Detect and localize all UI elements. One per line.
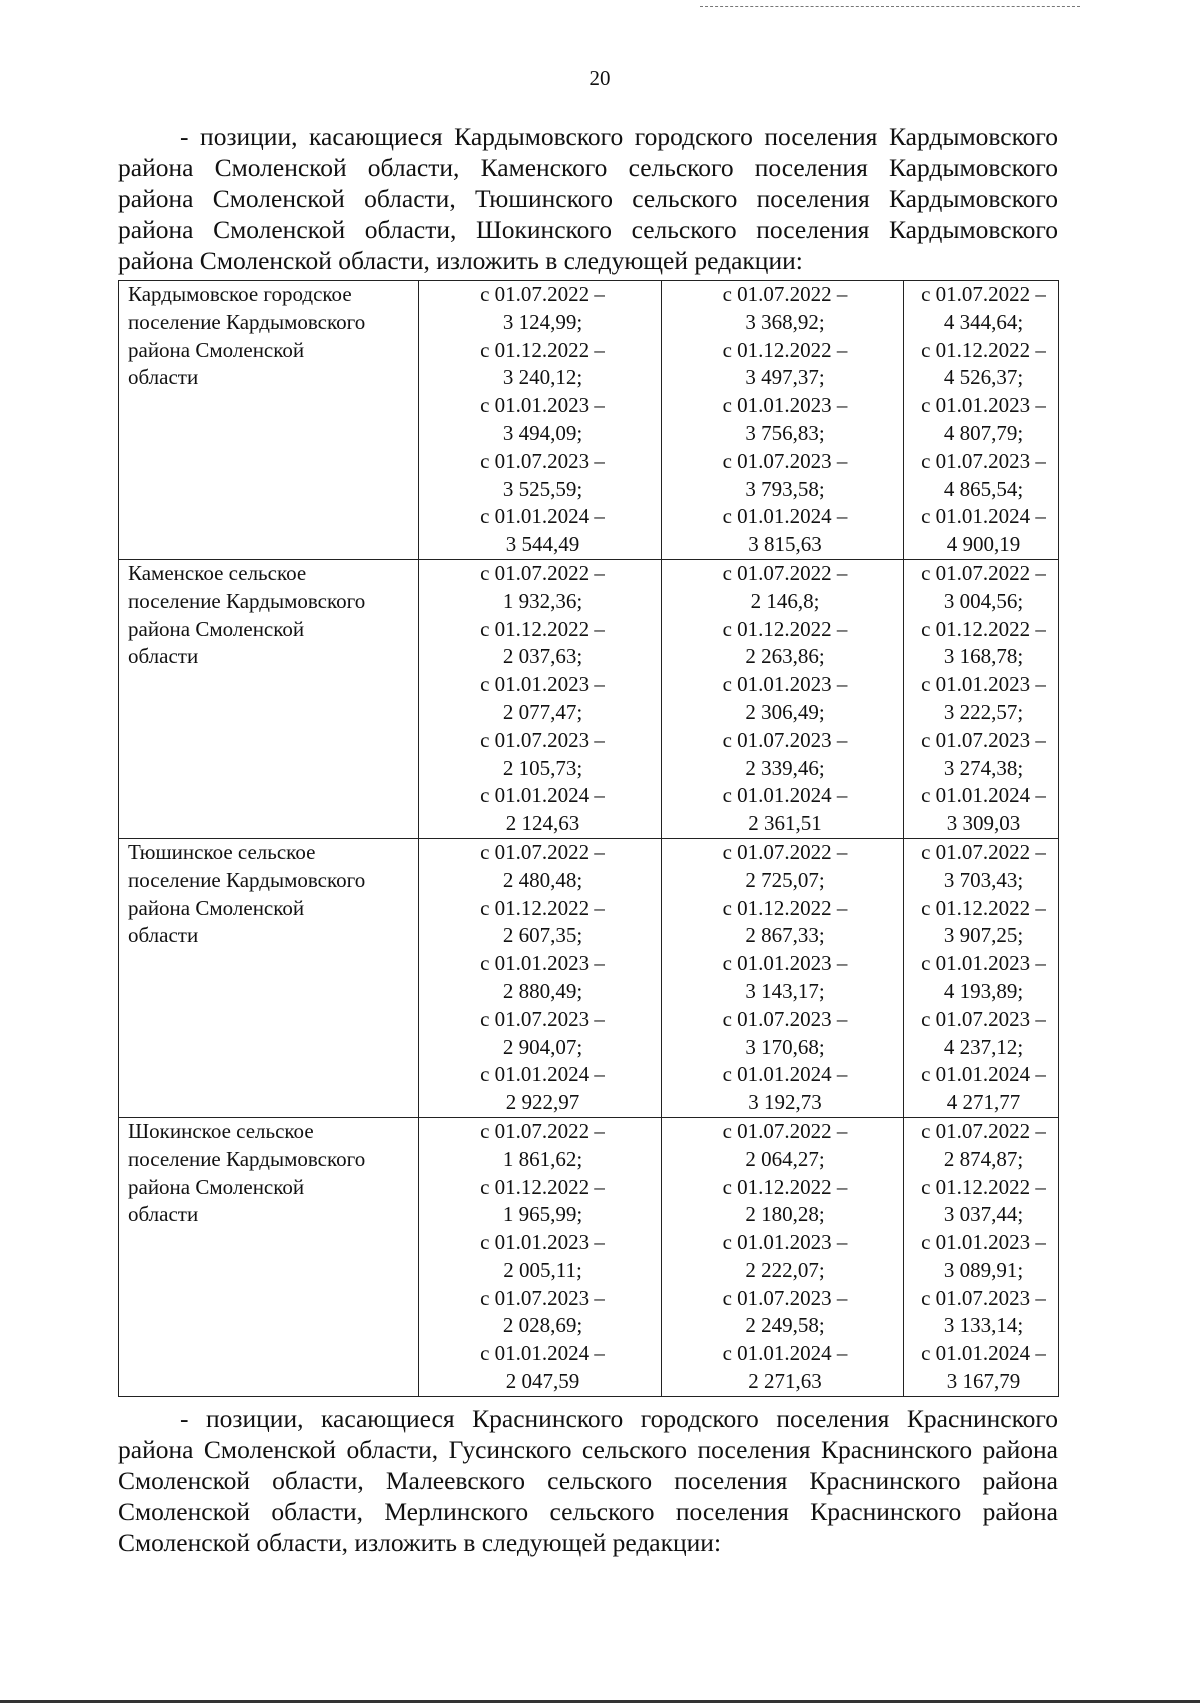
tariff-cell-3 — [904, 1117, 1059, 1396]
tariff-value: 4 807,79; — [943, 420, 1024, 445]
tariff-value: 4 526,37; — [943, 365, 1024, 390]
intro-line: района Смоленской области, Каменского сельского поселения Кардымовского — [118, 153, 1058, 182]
intro-line: района Смоленской области, изложить в следующей редакции: — [118, 246, 803, 275]
tariff-cell-3 — [904, 838, 1059, 1117]
tariff-value: 3 170,68; — [745, 1034, 825, 1059]
tariff-value: 3 793,58; — [745, 476, 825, 501]
tariff-date: с 01.07.2022 – — [921, 839, 1046, 864]
tariff-value: 1 861,62; — [502, 1146, 583, 1171]
tariff-date: с 01.01.2024 – — [722, 1062, 848, 1087]
settlement-name-line: Тюшинское сельское — [128, 839, 316, 864]
tariff-value: 4 344,64; — [943, 309, 1024, 334]
tariff-date: с 01.07.2022 – — [921, 560, 1046, 585]
tariff-date: с 01.01.2024 – — [921, 504, 1046, 529]
tariff-value: 2 725,07; — [745, 867, 825, 892]
tariff-value: 4 237,12; — [943, 1034, 1024, 1059]
tariff-date: с 01.01.2023 – — [480, 951, 605, 976]
tariff-value: 3 525,59; — [502, 476, 583, 501]
tariff-value: 2 064,27; — [745, 1146, 825, 1171]
settlement-name-line: поселение Кардымовского — [128, 588, 366, 613]
tariff-cell-1 — [419, 559, 662, 838]
tariff-date: с 01.01.2024 – — [921, 1341, 1046, 1366]
tariff-date: с 01.01.2024 – — [921, 783, 1046, 808]
tariff-value: 3 494,09; — [502, 420, 583, 445]
tariff-value: 1 932,36; — [502, 588, 583, 613]
tariff-value: 2 867,33; — [745, 923, 825, 948]
tariff-value: 3 815,63 — [748, 532, 822, 557]
tariff-date: с 01.07.2023 – — [722, 727, 848, 752]
tariff-value: 2 361,51 — [748, 811, 822, 836]
tariff-value: 2 339,46; — [745, 755, 825, 780]
table-row — [119, 281, 1059, 560]
tariff-date: с 01.07.2022 – — [921, 282, 1046, 306]
table-row — [119, 1117, 1059, 1396]
tariff-date: с 01.01.2024 – — [722, 1341, 848, 1366]
tariff-date: с 01.07.2023 – — [722, 448, 848, 473]
tariff-date: с 01.07.2022 – — [480, 1118, 605, 1143]
tariff-value: 2 077,47; — [502, 699, 583, 724]
settlement-name-line: области — [128, 923, 199, 948]
table-row — [119, 838, 1059, 1117]
tariff-date: с 01.07.2023 – — [921, 1006, 1046, 1031]
table-row — [119, 559, 1059, 838]
tariff-date: с 01.12.2022 – — [921, 1174, 1046, 1199]
tariff-date: с 01.12.2022 – — [722, 1174, 848, 1199]
tariff-value: 3 089,91; — [943, 1257, 1024, 1282]
tariff-cell-2 — [662, 1117, 904, 1396]
tariff-value: 2 480,48; — [502, 867, 583, 892]
tariff-date: с 01.01.2024 – — [722, 783, 848, 808]
tariff-date: с 01.12.2022 – — [480, 895, 605, 920]
intro-line: района Смоленской области, Шокинского сельского поселения Кардымовского — [118, 215, 1058, 244]
settlement-name-line: области — [128, 365, 199, 390]
tariff-table — [118, 280, 1059, 1397]
tariff-value: 4 865,54; — [943, 476, 1024, 501]
tariff-date: с 01.07.2023 – — [722, 1006, 848, 1031]
tariff-date: с 01.01.2024 – — [480, 504, 605, 529]
tariff-value: 2 880,49; — [502, 978, 583, 1003]
tariff-date: с 01.01.2023 – — [480, 672, 605, 697]
intro-line: - позиции, касающиеся Кардымовского городского поселения Кардымовского — [180, 122, 1058, 151]
settlement-name-line: района Смоленской — [128, 616, 305, 641]
tariff-value: 3 274,38; — [943, 755, 1024, 780]
tariff-date: с 01.01.2023 – — [480, 1230, 605, 1255]
tariff-value: 2 263,86; — [745, 644, 825, 669]
tariff-value: 2 249,58; — [745, 1313, 825, 1338]
tariff-date: с 01.01.2023 – — [921, 1230, 1046, 1255]
tariff-table-body — [119, 281, 1059, 1397]
tariff-date: с 01.12.2022 – — [480, 337, 605, 362]
tariff-value: 3 004,56; — [943, 588, 1024, 613]
tariff-date: с 01.01.2023 – — [921, 672, 1046, 697]
tariff-cell-1 — [419, 1117, 662, 1396]
tariff-date: с 01.07.2022 – — [480, 282, 605, 306]
tariff-date: с 01.01.2024 – — [722, 504, 848, 529]
settlement-name-cell — [119, 281, 419, 560]
tariff-value: 4 900,19 — [946, 532, 1021, 557]
tariff-value: 2 028,69; — [502, 1313, 583, 1338]
tariff-value: 2 904,07; — [502, 1034, 583, 1059]
tariff-value: 3 168,78; — [943, 644, 1024, 669]
settlement-name-line: области — [128, 1202, 199, 1227]
tariff-cell-2 — [662, 559, 904, 838]
tariff-value: 2 922,97 — [505, 1090, 580, 1115]
tariff-date: с 01.01.2023 – — [722, 393, 848, 418]
tariff-value: 3 756,83; — [745, 420, 825, 445]
settlement-name-line: района Смоленской — [128, 337, 305, 362]
tariff-date: с 01.07.2023 – — [722, 1285, 848, 1310]
tariff-date: с 01.07.2022 – — [722, 560, 848, 585]
tariff-value: 2 037,63; — [502, 644, 583, 669]
tariff-value: 3 222,57; — [943, 699, 1024, 724]
tariff-date: с 01.01.2023 – — [722, 951, 848, 976]
tariff-value: 2 180,28; — [745, 1202, 825, 1227]
tariff-date: с 01.12.2022 – — [722, 616, 848, 641]
tariff-date: с 01.07.2023 – — [480, 448, 605, 473]
tariff-date: с 01.07.2023 – — [921, 1285, 1046, 1310]
tariff-value: 2 306,49; — [745, 699, 825, 724]
tariff-value: 2 607,35; — [502, 923, 583, 948]
tariff-value: 3 368,92; — [745, 309, 825, 334]
tariff-date: с 01.07.2023 – — [480, 727, 605, 752]
tariff-value: 3 192,73 — [748, 1090, 822, 1115]
tariff-date: с 01.12.2022 – — [921, 895, 1046, 920]
outro-line: Смоленской области, Мерлинского сельского поселения Краснинского района — [118, 1497, 1058, 1526]
tariff-date: с 01.01.2023 – — [480, 393, 605, 418]
outro-line: Смоленской области, Малеевского сельского поселения Краснинского района — [118, 1466, 1058, 1495]
settlement-name-line: поселение Кардымовского — [128, 309, 366, 334]
tariff-date: с 01.12.2022 – — [921, 337, 1046, 362]
outro-line: района Смоленской области, Гусинского сельского поселения Краснинского района — [118, 1435, 1058, 1464]
tariff-value: 4 193,89; — [943, 978, 1024, 1003]
scan-artifact-marks — [700, 6, 1080, 9]
tariff-cell-1 — [419, 281, 662, 560]
tariff-date: с 01.01.2024 – — [480, 1062, 605, 1087]
tariff-cell-3 — [904, 281, 1059, 560]
tariff-value: 3 544,49 — [505, 532, 580, 557]
tariff-date: с 01.07.2023 – — [921, 727, 1046, 752]
outro-line: Смоленской области, изложить в следующей редакции: — [118, 1528, 722, 1557]
tariff-date: с 01.07.2023 – — [480, 1285, 605, 1310]
tariff-date: с 01.07.2022 – — [722, 282, 848, 306]
tariff-date: с 01.07.2022 – — [722, 839, 848, 864]
tariff-value: 3 497,37; — [745, 365, 825, 390]
settlement-name-cell — [119, 838, 419, 1117]
tariff-date: с 01.01.2023 – — [921, 393, 1046, 418]
tariff-value: 2 271,63 — [748, 1369, 822, 1394]
tariff-value: 3 907,25; — [943, 923, 1024, 948]
tariff-value: 3 167,79 — [946, 1369, 1021, 1394]
tariff-value: 3 143,17; — [745, 978, 825, 1003]
tariff-value: 3 133,14; — [943, 1313, 1024, 1338]
tariff-date: с 01.01.2024 – — [480, 1341, 605, 1366]
tariff-value: 2 222,07; — [745, 1257, 825, 1282]
settlement-name-cell — [119, 1117, 419, 1396]
settlement-name-line: Шокинское сельское — [128, 1118, 314, 1143]
tariff-date: с 01.12.2022 – — [921, 616, 1046, 641]
tariff-date: с 01.07.2022 – — [480, 560, 605, 585]
intro-line: района Смоленской области, Тюшинского сельского поселения Кардымовского — [118, 184, 1058, 213]
outro-paragraph — [118, 1403, 1058, 1558]
tariff-cell-2 — [662, 281, 904, 560]
tariff-cell-1 — [419, 838, 662, 1117]
settlement-name-line: области — [128, 644, 199, 669]
tariff-date: с 01.07.2022 – — [722, 1118, 848, 1143]
tariff-date: с 01.12.2022 – — [722, 895, 848, 920]
tariff-value: 2 005,11; — [503, 1257, 582, 1282]
tariff-value: 3 309,03 — [946, 811, 1021, 836]
page-number: 20 — [589, 66, 611, 90]
tariff-value: 3 037,44; — [943, 1202, 1024, 1227]
tariff-value: 3 240,12; — [502, 365, 583, 390]
settlement-name-line: поселение Кардымовского — [128, 1146, 366, 1171]
tariff-date: с 01.01.2024 – — [480, 783, 605, 808]
settlement-name-cell — [119, 559, 419, 838]
tariff-value: 3 124,99; — [502, 309, 583, 334]
tariff-value: 2 146,8; — [750, 588, 820, 613]
tariff-cell-2 — [662, 838, 904, 1117]
tariff-date: с 01.01.2024 – — [921, 1062, 1046, 1087]
tariff-value: 1 965,99; — [502, 1202, 583, 1227]
intro-paragraph — [118, 121, 1058, 276]
settlement-name-line: района Смоленской — [128, 1174, 305, 1199]
outro-line: - позиции, касающиеся Краснинского городского поселения Краснинского — [180, 1404, 1058, 1433]
tariff-date: с 01.12.2022 – — [480, 1174, 605, 1199]
tariff-date: с 01.12.2022 – — [480, 616, 605, 641]
tariff-date: с 01.07.2022 – — [480, 839, 605, 864]
tariff-value: 2 874,87; — [943, 1146, 1024, 1171]
tariff-value: 2 124,63 — [505, 811, 580, 836]
tariff-date: с 01.07.2023 – — [921, 448, 1046, 473]
tariff-value: 4 271,77 — [946, 1090, 1021, 1115]
page-bottom-rule — [0, 1700, 1200, 1703]
tariff-cell-3 — [904, 559, 1059, 838]
tariff-value: 2 047,59 — [505, 1369, 580, 1394]
settlement-name-line: Каменское сельское — [128, 560, 307, 585]
tariff-date: с 01.01.2023 – — [722, 672, 848, 697]
tariff-date: с 01.01.2023 – — [921, 951, 1046, 976]
tariff-date: с 01.07.2022 – — [921, 1118, 1046, 1143]
settlement-name-line: района Смоленской — [128, 895, 305, 920]
tariff-value: 3 703,43; — [943, 867, 1024, 892]
tariff-date: с 01.01.2023 – — [722, 1230, 848, 1255]
settlement-name-line: поселение Кардымовского — [128, 867, 366, 892]
settlement-name-line: Кардымовское городское — [128, 282, 352, 306]
tariff-date: с 01.07.2023 – — [480, 1006, 605, 1031]
tariff-date: с 01.12.2022 – — [722, 337, 848, 362]
tariff-value: 2 105,73; — [502, 755, 583, 780]
